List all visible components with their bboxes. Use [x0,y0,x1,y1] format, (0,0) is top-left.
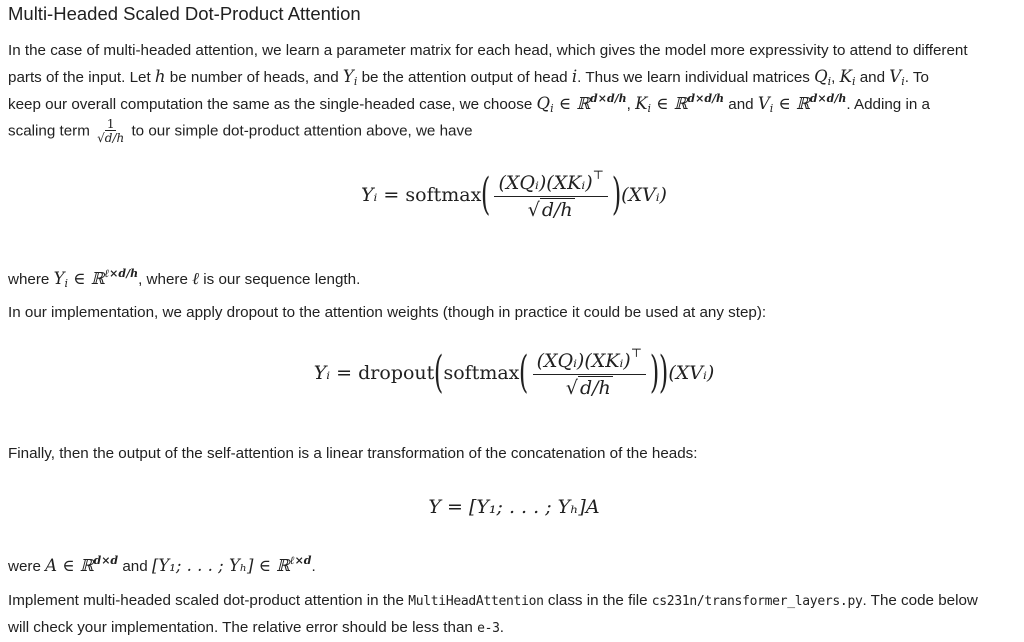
error-threshold-code: e-3 [477,621,500,636]
file-path-code: cs231n/transformer_layers.py [651,594,863,609]
sequence-length-paragraph: where $Y_i$ ∈ ℝ$^{\ell\times d/h}$, where ℓ is our sequence length. [8,267,361,290]
math-Vi: $V_i$ [889,67,905,88]
math-i: i [571,67,578,86]
math-Qi: $Q_i$ [814,67,832,88]
math-concat-in-R: [Y₁; . . . ; Yₕ] ∈ ℝ$^{\ell\times d}$ [151,554,312,575]
math-ell: ℓ [192,269,200,288]
dropout-paragraph: In our implementation, we apply dropout to the attention weights (though in practice it could be used at any step): [8,304,767,321]
math-Yi-in-R-ld: $Y_i$ ∈ ℝ$^{\ell\times d/h}$ [53,267,139,290]
concat-equation: Y = [Y₁; . . . ; Yₕ]A [428,496,600,518]
intro-paragraph: In the case of multi-headed attention, we learn a parameter matrix for each head, which gives the model more expressivity to attend to different parts of the input. Let h be number of heads, and $Y_i$ be the attention output of head i. Thus we learn individual matrices $Q_i$, $K_i$ and $V_i$. To keep our overall computation the same as the single-headed case, we choose $Q_i$ ∈ ℝ$^{d\times d/h}$, $K_i$ ∈ ℝ$^{d\times d/h}$ and $V_i$ ∈ ℝ$^{d\times d/h}$. Adding in a scaling term $\frac{1}{√d/h}$ to our simple dot-product attention above, we have [8,42,968,145]
math-Ki: $K_i$ [839,67,856,88]
scaling-fraction: $\frac{1}{√d/h}$ [97,117,125,145]
concat-paragraph: Finally, then the output of the self-attention is a linear transformation of the concatenation of the heads: [8,445,698,462]
dropout-equation: Yᵢ = dropout ( softmax ( $\frac{(XQᵢ)(XKᵢ)^⊤}{√ d/h}$ ) ) (XVᵢ) [313,346,715,399]
math-Yi: $Y_i$ [342,67,358,88]
math-h: h [154,67,166,86]
class-name-code: MultiHeadAttention [408,594,544,609]
math-Qi-in-R: $Q_i$ ∈ ℝ$^{d\times d/h}$ [536,92,627,115]
section-title: Multi-Headed Scaled Dot-Product Attention [8,3,361,24]
attention-equation: Yᵢ = softmax ( $\frac{(XQᵢ)(XKᵢ)^⊤}{√ d/h}$ ) (XVᵢ) [361,168,667,221]
dimensions-paragraph: were A ∈ ℝ$^{d\times d}$ and [Y₁; . . . ; Yₕ] ∈ ℝ$^{\ell\times d}$. [8,554,316,575]
math-Vi-in-R: $V_i$ ∈ ℝ$^{d\times d/h}$ [757,92,847,115]
task-paragraph: Implement multi-headed scaled dot-product attention in the MultiHeadAttention class in the file cs231n/transformer_layers.py. The code below will check your implementation. The relative error should be less than e-3. [8,592,978,636]
math-Ki-in-R: $K_i$ ∈ ℝ$^{d\times d/h}$ [635,92,725,115]
math-A-in-R: A ∈ ℝ$^{d\times d}$ [45,554,119,575]
